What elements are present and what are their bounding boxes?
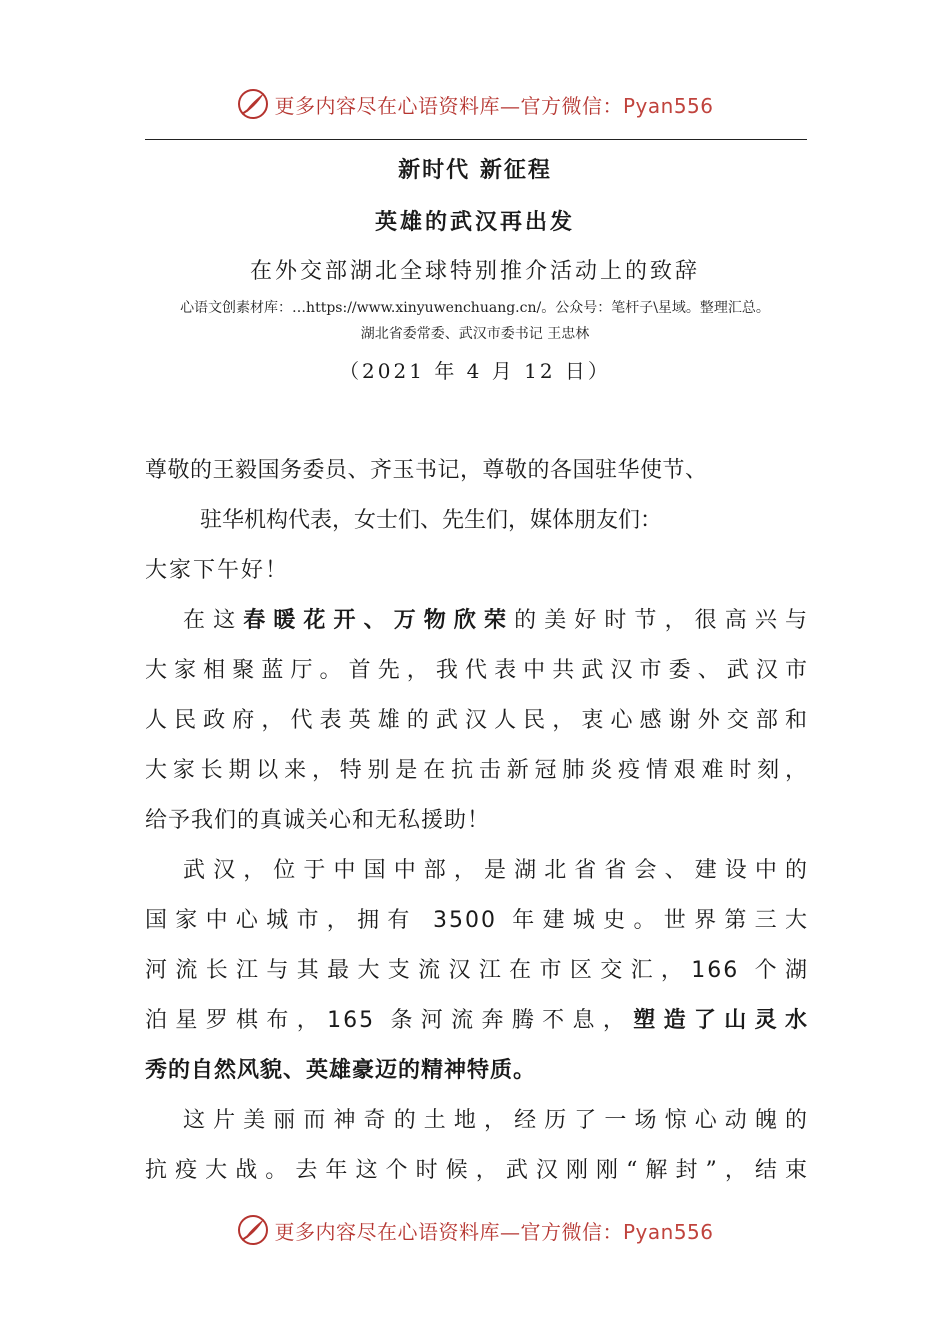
para3-line-2: 抗疫大战。去年这个时候，武汉刚刚“解封”，结束	[145, 1158, 807, 1183]
speech-body	[145, 446, 807, 1196]
quill-logo-icon	[236, 1213, 270, 1247]
para2-line-5: 秀的自然风貌、英雄豪迈的精神特质。	[145, 1058, 537, 1083]
top-watermark-banner	[0, 84, 950, 124]
author-line: 湖北省委常委、武汉市委书记 王忠林	[360, 326, 590, 342]
para1-line-1: 在这春暖花开、万物欣荣的美好时节，很高兴与	[183, 608, 807, 633]
page-subtitle: 英雄的武汉再出发	[374, 210, 575, 235]
para2-line-1: 武汉，位于中国中部，是湖北省省会、建设中的	[183, 858, 807, 883]
para2-line-3: 河流长江与其最大支流汉江在市区交汇，166 个湖	[145, 958, 807, 983]
para1-line-5: 给予我们的真诚关心和无私援助！	[145, 808, 491, 833]
para1-line-4: 大家长期以来，特别是在抗击新冠肺炎疫情艰难时刻，	[145, 758, 807, 783]
bottom-watermark-banner	[0, 1210, 950, 1250]
wechat-id: Pyan556	[622, 1219, 714, 1244]
header-rule	[145, 139, 807, 140]
page-title: 新时代 新征程	[398, 158, 552, 183]
greeting-line-3: 大家下午好！	[145, 558, 290, 583]
para3-line-1: 这片美丽而神奇的土地，经历了一场惊心动魄的	[183, 1108, 807, 1133]
speech-occasion: 在外交部湖北全球特别推介活动上的致辞	[249, 259, 700, 284]
greeting-line-1: 尊敬的王毅国务委员、齐玉书记，尊敬的各国驻华使节、	[145, 458, 708, 483]
wechat-id: Pyan556	[622, 93, 714, 118]
greeting-line-2: 驻华机构代表，女士们、先生们，媒体朋友们：	[200, 508, 663, 533]
speech-date: （2021 年 4 月 12 日）	[339, 359, 611, 383]
para2-line-2: 国家中心城市，拥有 3500 年建城史。世界第三大	[145, 908, 807, 933]
para1-line-2: 大家相聚蓝厅。首先，我代表中共武汉市委、武汉市	[145, 658, 807, 683]
quill-logo-icon	[236, 87, 270, 121]
watermark-text: 更多内容尽在心语资料库—官方微信：Pyan556	[274, 1219, 714, 1244]
para1-line-3: 人民政府，代表英雄的武汉人民，衷心感谢外交部和	[145, 708, 807, 733]
watermark-text: 更多内容尽在心语资料库—官方微信：Pyan556	[274, 93, 714, 118]
source-note: 心语文创素材库：…https://www.xinyuwenchuang.cn/。公众号：笔杆子\星域。整理汇总。	[180, 300, 770, 316]
para2-line-4: 泊星罗棋布，165 条河流奔腾不息，塑造了山灵水	[145, 1008, 807, 1033]
